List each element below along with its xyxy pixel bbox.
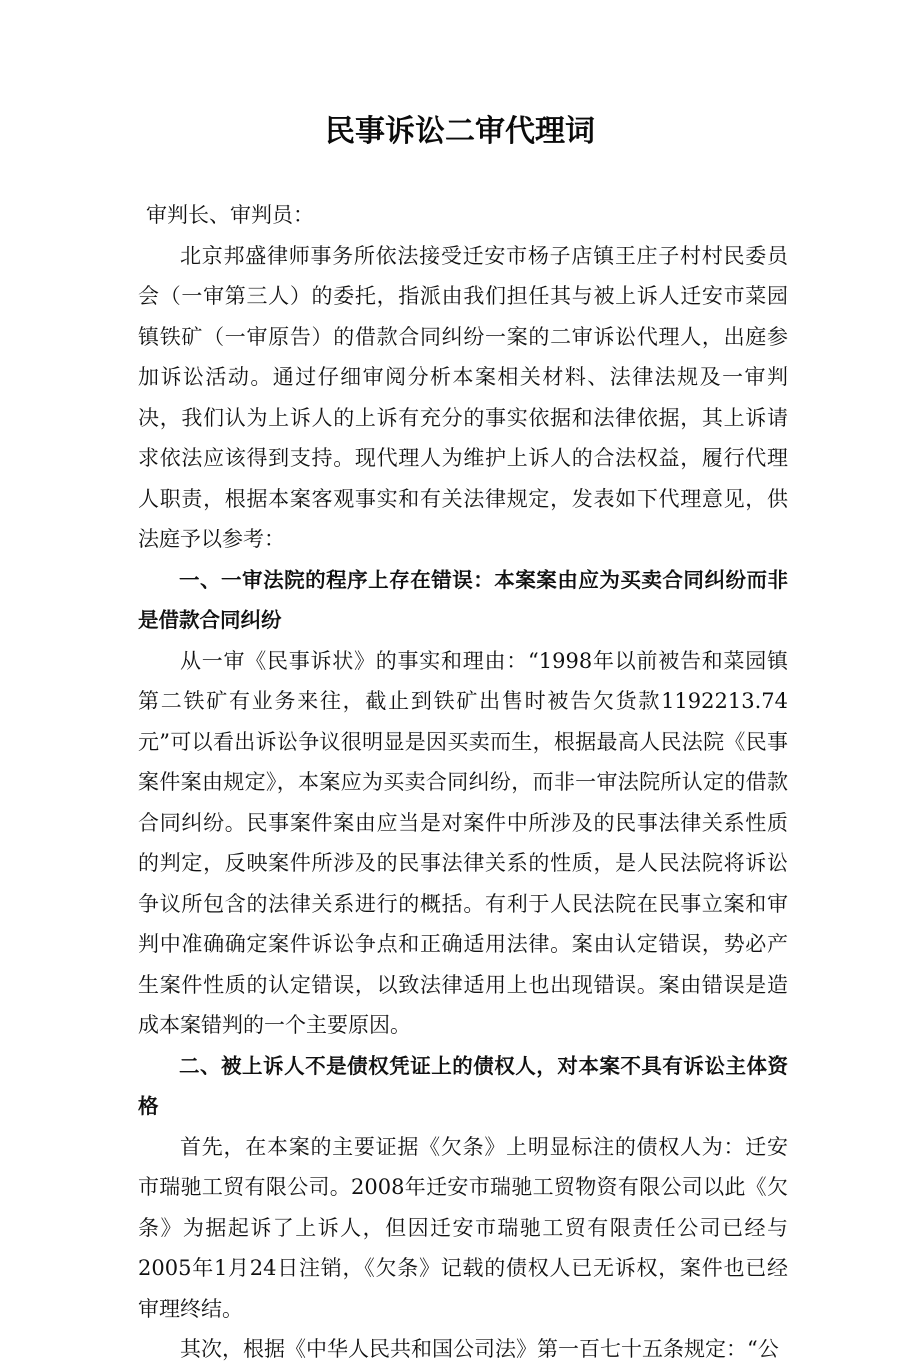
paragraph-intro: 北京邦盛律师事务所依法接受迁安市杨子店镇王庄子村村民委员会（一审第三人）的委托，指派由我们担任其与被上诉人迁安市菜园镇铁矿（一审原告）的借款合同纠纷一案的二审诉讼代理人，出庭参加诉讼活动。通过仔细审阅分析本案相关材料、法律法规及一审判决，我们认为上诉人的上诉有充分的事实依据和法律依据，其上诉请求依法应该得到支持。现代理人为维护上诉人的合法权益，履行代理人职责，根据本案客观事实和有关法律规定，发表如下代理意见，供法庭予以参考：	[138, 243, 788, 551]
document-body	[138, 195, 788, 1370]
paragraph-section-2-first: 首先，在本案的主要证据《欠条》上明显标注的债权人为：迁安市瑞驰工贸有限公司。2008年迁安市瑞驰工贸物资有限公司以此《欠条》为据起诉了上诉人，但因迁安市瑞驰工贸有限责任公司已经与2005年1月24日注销，《欠条》记载的债权人已无诉权，案件也已经审理终结。	[138, 1134, 788, 1321]
salutation: 审判长、审判员：	[146, 203, 314, 227]
paragraph-section-2-second: 其次，根据《中华人民共和国公司法》第一百七十五条规定：“公	[180, 1337, 779, 1361]
section-heading-1: 一、一审法院的程序上存在错误：本案案由应为买卖合同纠纷而非是借款合同纠纷	[138, 567, 788, 632]
section-heading-2: 二、被上诉人不是债权凭证上的债权人，对本案不具有诉讼主体资格	[138, 1053, 788, 1118]
document-title: 民事诉讼二审代理词	[325, 114, 595, 149]
paragraph-section-1: 从一审《民事诉状》的事实和理由：“1998年以前被告和菜园镇第二铁矿有业务来往，截止到铁矿出售时被告欠货款1192213.74元”可以看出诉讼争议很明显是因买卖而生，根据最高人民法院《民事案件案由规定》，本案应为买卖合同纠纷，而非一审法院所认定的借款合同纠纷。民事案件案由应当是对案件中所涉及的民事法律关系性质的判定，反映案件所涉及的民事法律关系的性质，是人民法院将诉讼争议所包含的法律关系进行的概括。有利于人民法院在民事立案和审判中准确确定案件诉讼争点和正确适用法律。案由认定错误，势必产生案件性质的认定错误，以致法律适用上也出现错误。案由错误是造成本案错判的一个主要原因。	[138, 648, 788, 1037]
